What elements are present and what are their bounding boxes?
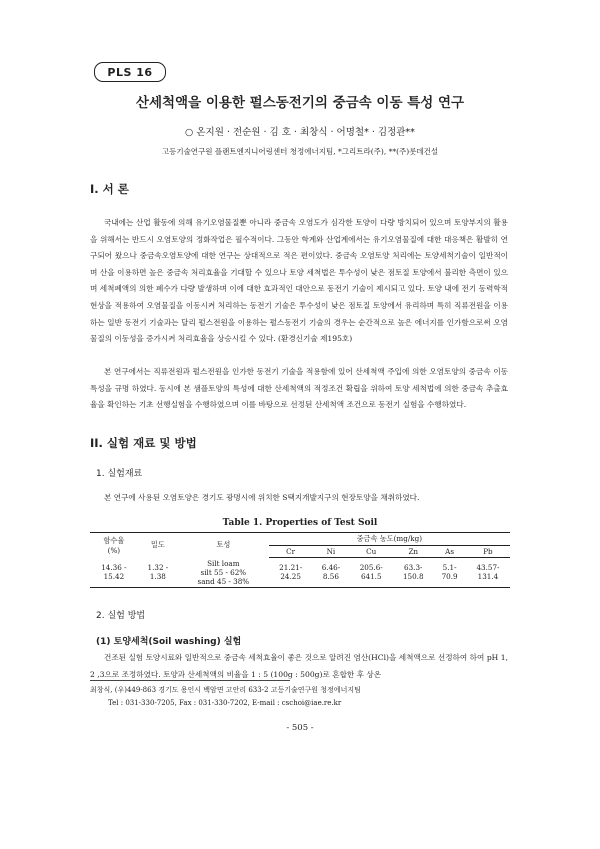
section-heading-introduction: I. 서 론	[90, 182, 129, 196]
subsection-soil-washing: (1) 토양세척(Soil washing) 실험	[96, 637, 242, 647]
soil-properties-table	[90, 532, 510, 588]
table-header-cu: Cu	[349, 546, 393, 558]
subsection-methods: 2. 실험 방법	[96, 611, 146, 621]
cell-as: 5.1- 70.9	[433, 558, 466, 588]
table-header-pb: Pb	[466, 546, 510, 558]
section-heading-methods: II. 실험 재료 및 방법	[90, 436, 197, 450]
footnote-divider	[90, 680, 290, 681]
cell-zn: 63.3- 150.8	[393, 558, 433, 588]
table-row	[90, 558, 510, 588]
cell-cr: 21.21- 24.25	[269, 558, 313, 588]
footnote-address: 최창식, (우)449-863 경기도 용인시 백암면 고안리 633-2 고등기술연구원 청정에너지팀	[90, 686, 361, 694]
table-caption: Table 1. Properties of Test Soil	[222, 518, 378, 528]
cell-cu: 205.6- 641.5	[349, 558, 393, 588]
table-header-moisture: 함수율 (%)	[90, 533, 138, 558]
footnote-contact: Tel : 031-330-7205, Fax : 031-330-7202, E-mail : cschoi@iae.re.kr	[108, 699, 342, 707]
cell-ni: 6.46- 8.56	[313, 558, 350, 588]
session-badge: PLS 16	[94, 62, 166, 82]
cell-pb: 43.57- 131.4	[466, 558, 510, 588]
table-header-texture: 토성	[178, 533, 269, 558]
table-header-as: As	[433, 546, 466, 558]
page-number: - 505 -	[286, 723, 314, 733]
table-header-heavy-metals: 중금속 농도(mg/kg)	[269, 533, 510, 546]
table-header-ni: Ni	[313, 546, 350, 558]
affiliation: 고등기술연구원 플랜트엔지니어링센터 청정에너지팀, *그리트라(주), **(주)롯데건설	[161, 147, 439, 156]
author-list: ○ 온지원 · 전순원 · 김 호 · 최창식 · 어명철* · 김정관**	[185, 127, 415, 138]
table-header-cr: Cr	[269, 546, 313, 558]
paper-title: 산세척액을 이용한 펄스동전기의 중금속 이동 특성 연구	[135, 95, 465, 111]
subsection-materials: 1. 실험재료	[96, 469, 143, 479]
intro-paragraph-1: 국내에는 산업 활동에 의해 유기오염물질뿐 아니라 중금속 오염도가 심각한 토양이 다량 방치되어 있으며 토양부지의 활용을 위해서는 반드시 오염토양의 정화작업은 필수적이다. 그동안 학계와 산업계에서는 유기오염물질에 대한 대응책은 활발히 연구되어 왔으나 중금속오염토양에 대한 연구는 상대적으로 적은 편이었다. 중금속 오염토양 처리에는 토양세척기술이 일반적이며 산을 이용하면 높은 중금속 처리효율을 기대할 수 있으나 토양 세척법은 투수성이 낮은 점토질 토양에서 불리한 측면이 있으며 세척폐액의 의한 폐수가 다량 발생하며 이에 대한 효과적인 대안으로 동전기 기술이 제시되고 있다. 토양 내에 전기 동력학적 현상을 적용하여 오염물질을 이동시켜 처리하는 동전기 기술은 투수성이 낮은 점토질 토양에서 유리하며 특히 직류전원을 이용하는 일반 동전기 기술과는 달리 펄스전원을 이용하는 펄스동전기 기술의 경우는 순간적으로 높은 에너지를 인가함으로써 오염물질의 이동성을 증가시켜 처리효율을 상승시킬 수 있다. (환경신기술 제195호)	[90, 218, 508, 344]
cell-texture: Silt loam silt 55 - 62% sand 45 - 38%	[178, 558, 269, 588]
cell-moisture: 14.36 - 15.42	[90, 558, 138, 588]
cell-density: 1.32 - 1.38	[138, 558, 178, 588]
table-header-zn: Zn	[393, 546, 433, 558]
intro-paragraph-2: 본 연구에서는 직류전원과 펄스전원을 인가한 동전기 기술을 적용함에 있어 산세척액 주입에 의한 오염토양의 중금속 이동 특성을 규명 하였다. 동시에 본 샘플토양의 특성에 대한 산세척액의 적정조건 확립을 위하여 토양 세척법에 의한 중금속 추출효율을 확인하는 기초 선행실험을 수행하였으며 이를 바탕으로 선정된 산세척액 조건으로 동전기 실험을 수행하였다.	[90, 367, 508, 410]
materials-paragraph: 본 연구에 사용된 오염토양은 경기도 광명시에 위치한 S택지개발지구의 현장토양을 채취하였다.	[104, 493, 420, 502]
table-header-density: 밀도	[138, 533, 178, 558]
soil-washing-paragraph: 건조된 실험 토양시료와 일반적으로 중금속 세척효율이 좋은 것으로 알려진 염산(HCl)을 세척액으로 선정하여 하여 pH 1, 2 ,3으로 조정하였다. 토양과 산세척액의 비율을 1 : 5 (100g : 500g)로 혼합한 후 상온	[90, 653, 508, 679]
